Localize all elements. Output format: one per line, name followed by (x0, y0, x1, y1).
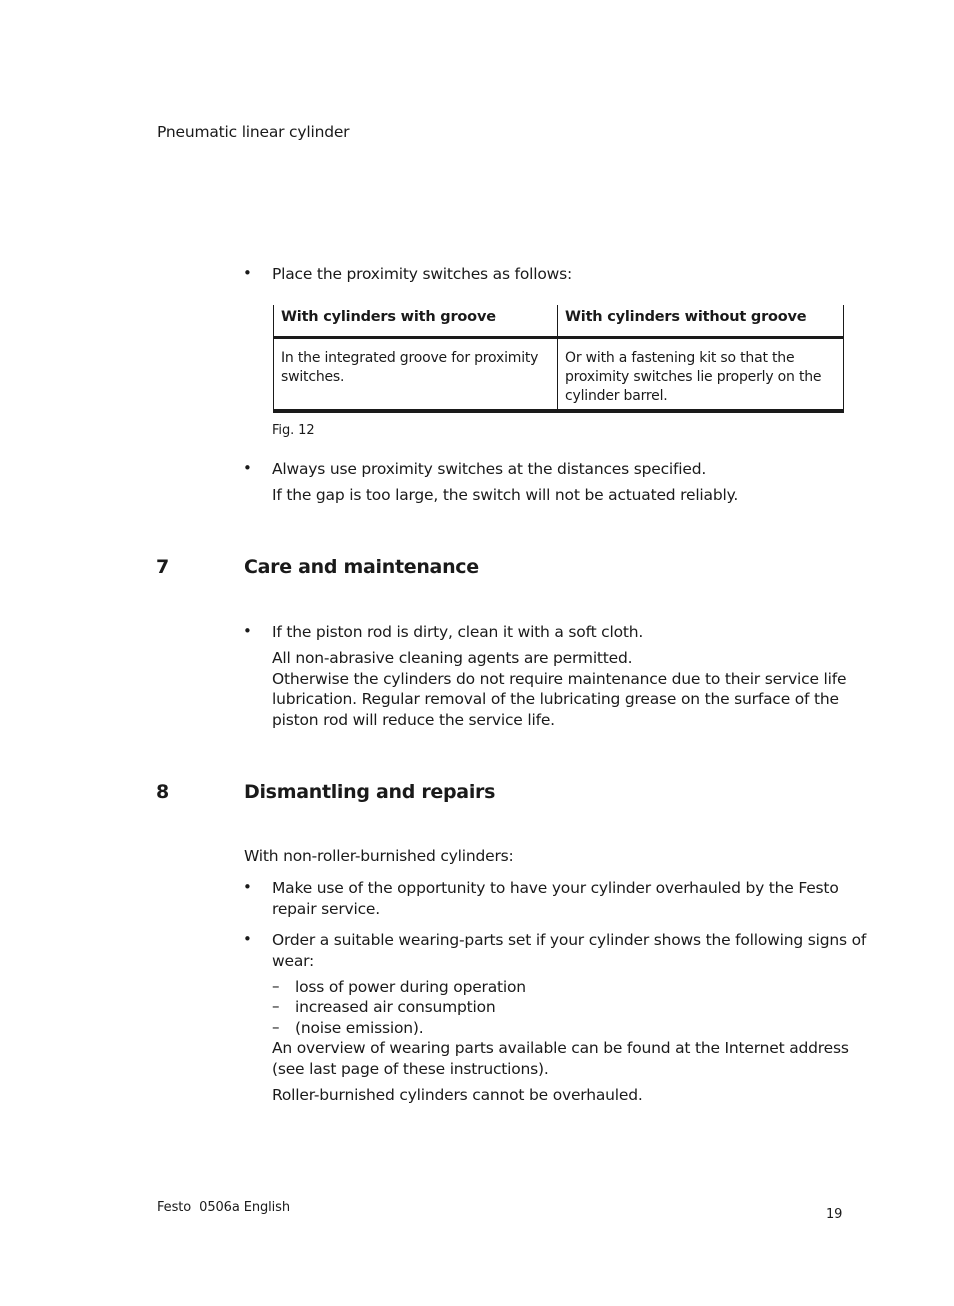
distance-bullet-text: Always use proximity switches at the distances specified. (272, 460, 707, 478)
proximity-switch-table (273, 305, 844, 413)
paragraph-line: Make use of the opportunity to have your cylinder overhauled by the Festo (272, 879, 839, 897)
paragraph-line: All non-abrasive cleaning agents are permitted. (272, 649, 633, 667)
bullet-marker: • (243, 878, 252, 896)
figure-caption: Fig. 12 (272, 423, 315, 438)
paragraph-line: repair service. (272, 899, 380, 918)
table-cell-line: cylinder barrel. (565, 388, 668, 404)
wear-sign-item: loss of power during operation (295, 978, 526, 996)
bullet-marker: • (243, 622, 252, 640)
page-number: 19 (826, 1207, 843, 1222)
section-8-bullet-1 (272, 878, 839, 919)
paragraph-line: Order a suitable wearing-parts set if your cylinder shows the following signs of (272, 931, 867, 949)
table-cell-col2 (565, 349, 821, 406)
table-border-right (843, 305, 844, 413)
table-cell-line: proximity switches lie properly on the (565, 369, 822, 385)
section-7-paragraph (272, 648, 846, 730)
dash-marker: – (272, 977, 280, 995)
running-header: Pneumatic linear cylinder (157, 123, 350, 141)
paragraph-line: (see last page of these instructions). (272, 1059, 549, 1078)
section-8-intro: With non-roller-burnished cylinders: (244, 847, 514, 865)
paragraph-line: lubrication. Regular removal of the lubricating grease on the surface of the (272, 690, 839, 708)
table-header-rule (273, 336, 844, 339)
table-cell-col1 (281, 349, 538, 387)
footer-left: Festo 0506a English (157, 1200, 290, 1215)
bullet-marker: • (243, 264, 252, 282)
bullet-marker: • (243, 930, 252, 948)
section-8-number: 8 (156, 781, 169, 803)
table-header-col1: With cylinders with groove (281, 309, 496, 325)
dash-marker: – (272, 997, 280, 1015)
table-bottom-rule (273, 409, 844, 413)
section-7-bullet-text: If the piston rod is dirty, clean it with a soft cloth. (272, 623, 644, 641)
section-8-closing: Roller-burnished cylinders cannot be overhauled. (272, 1086, 643, 1104)
table-border-left (273, 305, 274, 413)
table-cell-line: In the integrated groove for proximity (281, 350, 539, 366)
table-header-col2: With cylinders without groove (565, 309, 807, 325)
dash-marker: – (272, 1018, 280, 1036)
section-7-number: 7 (156, 556, 169, 578)
paragraph-line: Otherwise the cylinders do not require maintenance due to their service life (272, 669, 847, 688)
table-cell-line: switches. (281, 369, 345, 385)
section-8-bullet-2 (272, 930, 866, 971)
wear-sign-item: increased air consumption (295, 998, 496, 1016)
distance-note: If the gap is too large, the switch will not be actuated reliably. (272, 486, 739, 504)
paragraph-line: An overview of wearing parts available can be found at the Internet address (272, 1039, 849, 1057)
intro-bullet-text: Place the proximity switches as follows: (272, 265, 572, 283)
table-column-divider (557, 305, 558, 413)
bullet-marker: • (243, 459, 252, 477)
section-7-title: Care and maintenance (244, 556, 479, 578)
table-cell-line: Or with a fastening kit so that the (565, 350, 795, 366)
section-8-title: Dismantling and repairs (244, 781, 496, 803)
paragraph-line: wear: (272, 951, 315, 970)
paragraph-line: piston rod will reduce the service life. (272, 710, 555, 729)
wearing-parts-overview (272, 1038, 849, 1079)
wear-sign-item: (noise emission). (295, 1019, 424, 1037)
